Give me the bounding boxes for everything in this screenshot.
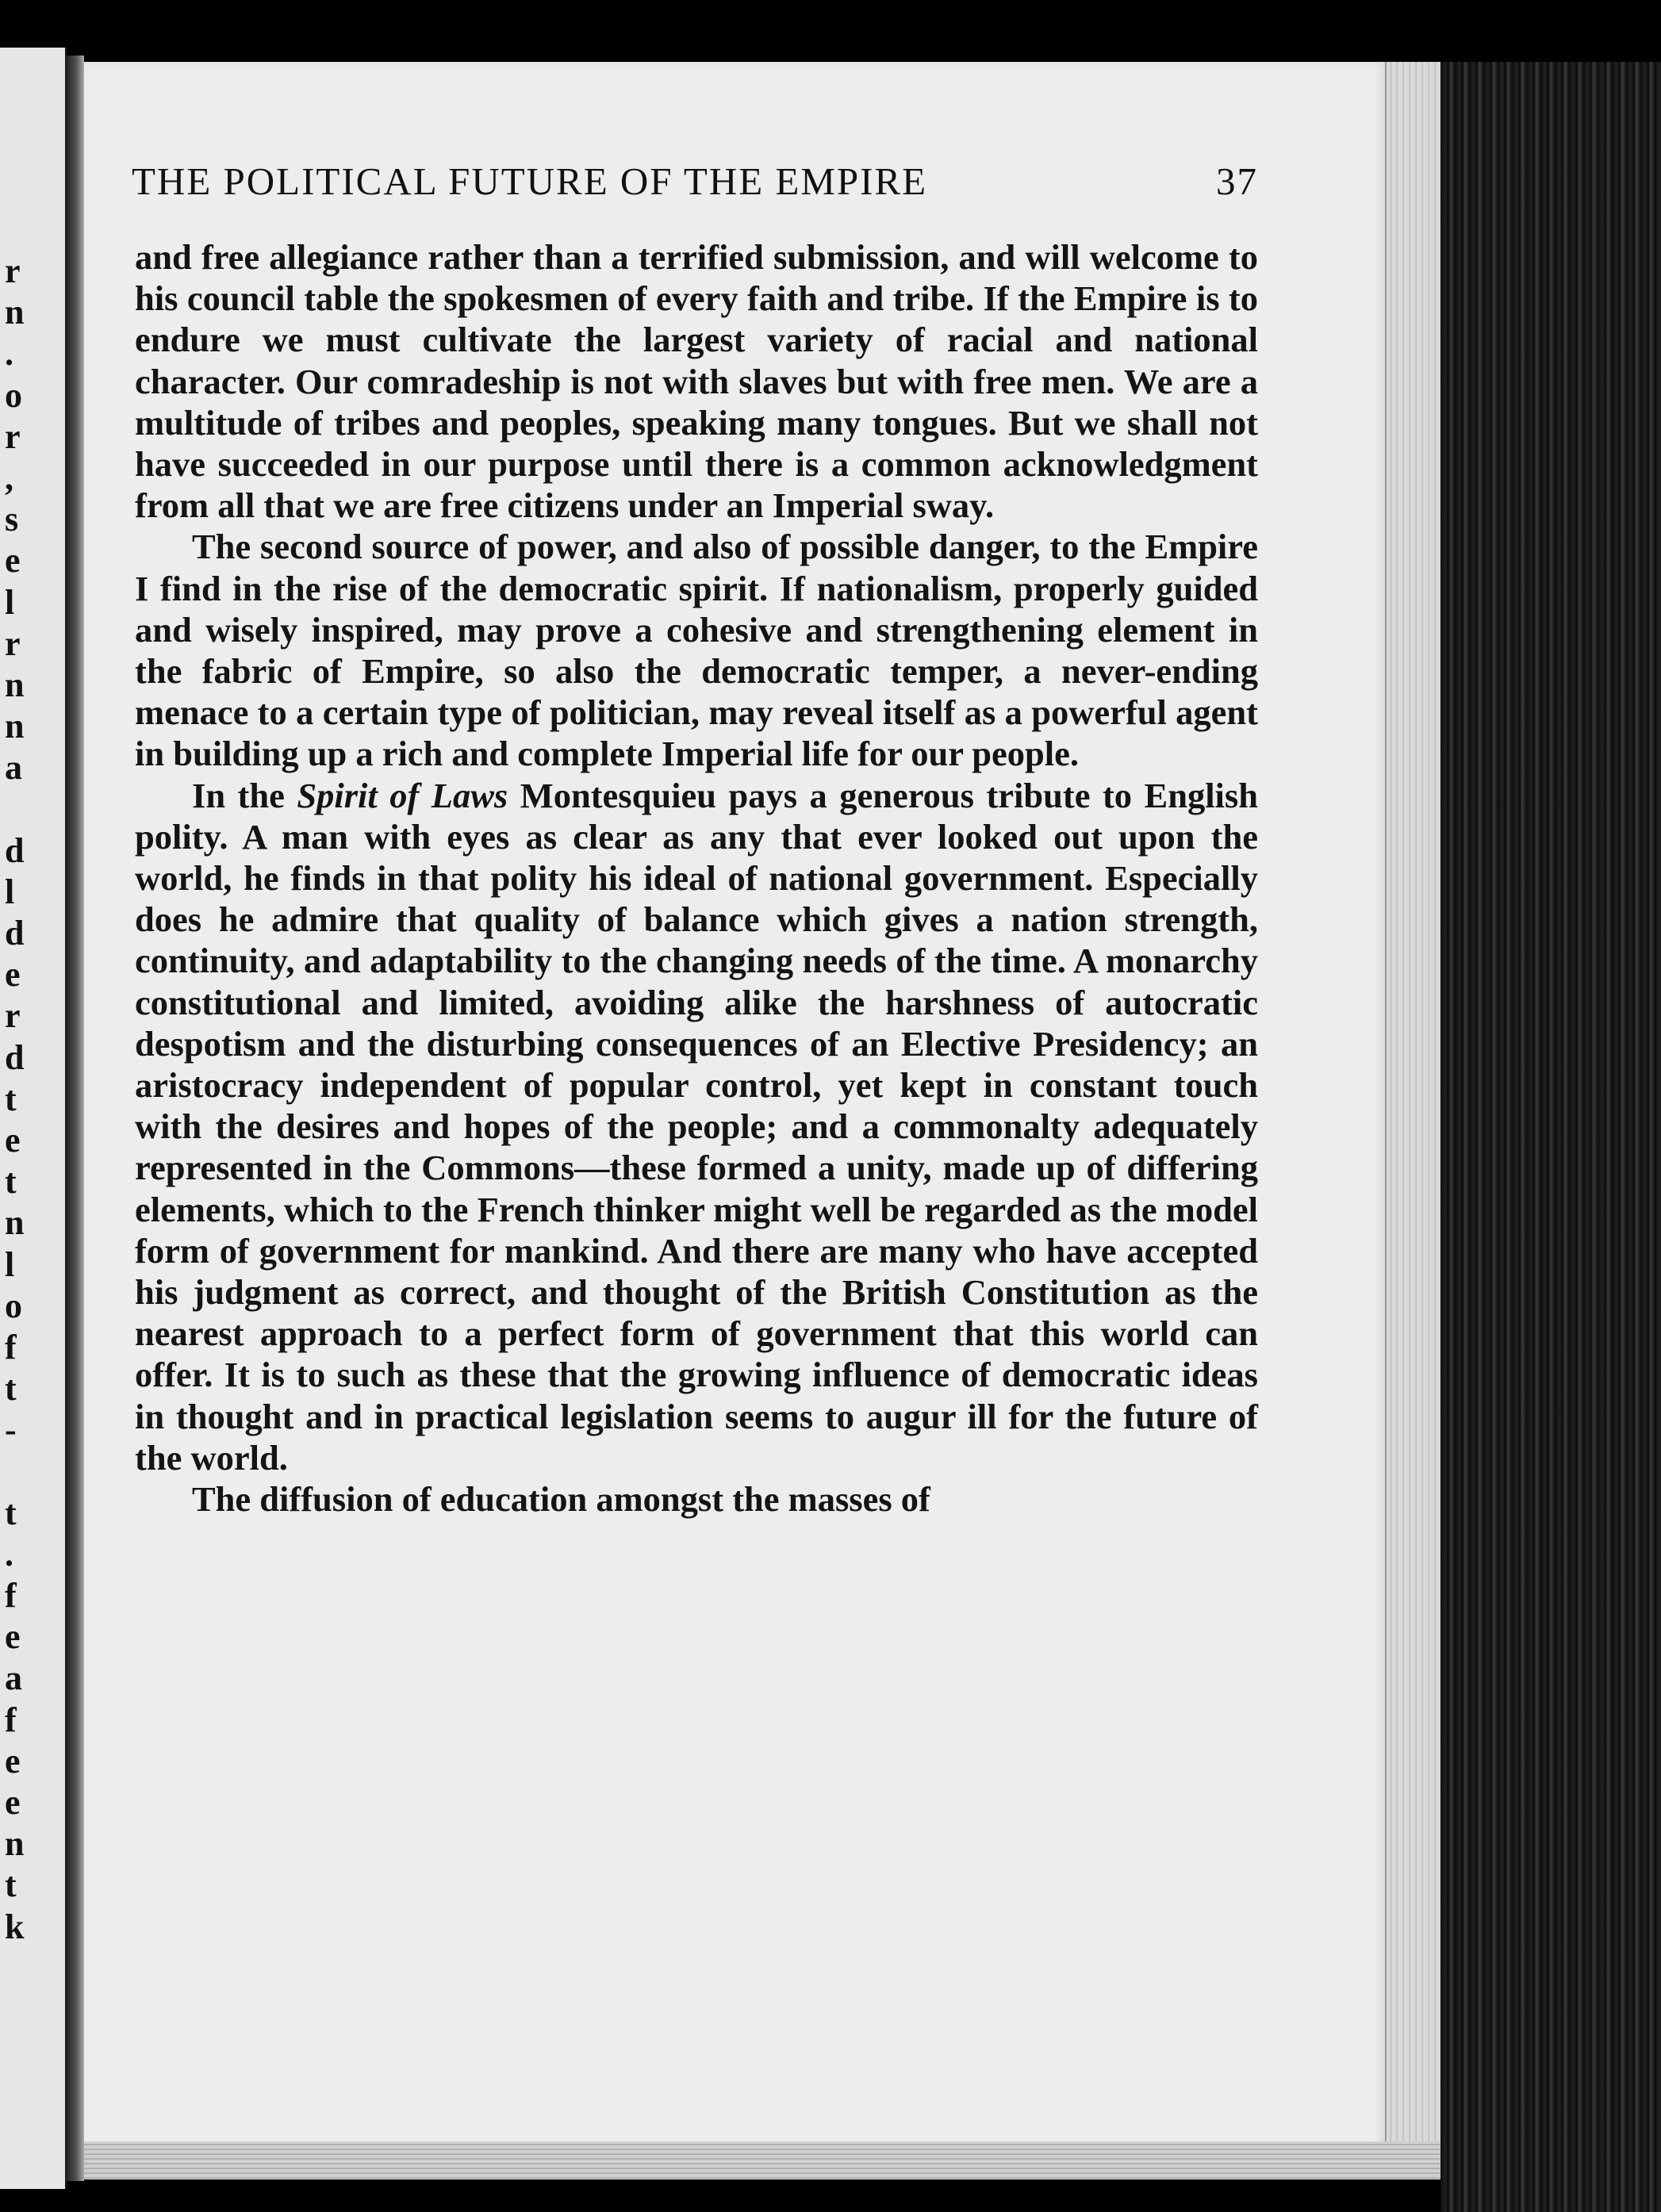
margin-letter: f — [5, 1700, 17, 1739]
book-fore-edge — [1440, 62, 1661, 2212]
margin-letter: d — [5, 914, 25, 953]
margin-letter: e — [5, 1121, 21, 1160]
paragraph-3-lead: In the — [192, 775, 297, 815]
margin-letter: e — [5, 1783, 21, 1822]
page-number: 37 — [1216, 159, 1258, 203]
paragraph-1: and free allegiance rather than a terrified submission, and will welcome to his council table the spokesmen of every faith and tribe. If the Empire is to endure we must cultivate the largest variety of racial and national character. Our comradeship is not with slaves but with free men. We are a multitude of tribes and peoples, speaking many tongues. But we shall not have succeeded in our purpose until there is a common acknowledgment from all that we are free citizens under an Imperial sway. — [135, 237, 1258, 526]
margin-letter: n — [5, 1824, 25, 1864]
margin-letter: d — [5, 1037, 25, 1077]
running-head-title: THE POLITICAL FUTURE OF THE EMPIRE — [132, 159, 928, 203]
margin-letter: r — [5, 251, 21, 290]
margin-letter: r — [5, 623, 21, 663]
book-title-italic: Spirit of Laws — [297, 775, 508, 815]
paragraph-4: The diffusion of education amongst the masses of — [192, 1479, 930, 1520]
margin-letter: s — [5, 500, 19, 539]
paragraph-3 — [135, 775, 1258, 1478]
margin-letter: f — [5, 1328, 17, 1367]
margin-letter: t — [5, 1162, 17, 1202]
book-gutter — [65, 56, 84, 2181]
margin-letter: t — [5, 1079, 17, 1118]
margin-letter: n — [5, 665, 25, 704]
margin-letter: , — [5, 458, 13, 497]
margin-letter: n — [5, 707, 25, 746]
margin-letter: l — [5, 1244, 15, 1284]
page-bottom-edge — [84, 2141, 1440, 2179]
paragraph-2: The second source of power, and also of possible danger, to the Empire I find in the rise of the democratic spirit. If nationalism, properly guided and wisely inspired, may prove a cohesive and strengthening element in the fabric of Empire, so also the democratic temper, a never-ending menace to a certain type of politician, may reveal itself as a powerful agent in building up a rich and complete Imperial life for our people. — [135, 527, 1258, 774]
margin-letter: f — [5, 1576, 17, 1615]
body-text — [135, 236, 1258, 1520]
margin-letter: t — [5, 1369, 17, 1409]
paragraph-3-rest: Montesquieu pays a generous tribute to English polity. A man with eyes as clear as any that ever looked out upon the world, he finds in that polity his ideal of national government. Especially does he admire that quality of balance which gives a nation strength, continuity, and adaptability to the changing needs of the time. A monarchy constitutional and limited, avoiding alike the harshness of autocratic despotism and the disturbing consequences of an Elective Presidency; an aristocracy independent of popular control, yet kept in constant touch with the desires and hopes of the people; and a commonalty adequately represented in the Commons—these formed a unity, made up of differing elements, which to the French thinker might well be regarded as the model form of government for mankind. And there are many who have accepted his judgment as correct, and thought of the British Constitution as the nearest approach to a perfect form of government that this world can offer. It is to such as these that the growing influence of democratic ideas in thought and in practical legislation seems to augur ill for the future of the world. — [135, 775, 1258, 1478]
margin-letter: t — [5, 1493, 17, 1532]
margin-letter: a — [5, 748, 22, 788]
facing-page-fragment — [0, 48, 67, 2189]
margin-letter: o — [5, 375, 22, 415]
page-edges — [1385, 62, 1442, 2179]
margin-letter: . — [5, 1534, 13, 1574]
margin-letter: r — [5, 996, 21, 1036]
margin-letter: d — [5, 830, 25, 870]
margin-letter: r — [5, 416, 21, 456]
running-head — [132, 159, 1258, 214]
margin-letter: . — [5, 334, 13, 374]
margin-letter: e — [5, 955, 21, 995]
margin-letter: l — [5, 582, 15, 622]
margin-letter: l — [5, 872, 15, 911]
book-page — [84, 62, 1385, 2179]
margin-letter: k — [5, 1907, 25, 1946]
margin-letter: a — [5, 1658, 22, 1698]
margin-letter: t — [5, 1865, 17, 1905]
margin-letter: e — [5, 541, 21, 581]
margin-letter: - — [5, 1410, 17, 1450]
margin-letter: o — [5, 1286, 22, 1325]
margin-letter: e — [5, 1741, 21, 1781]
margin-letter: n — [5, 293, 25, 332]
margin-letter: e — [5, 1617, 21, 1657]
margin-letter: n — [5, 1203, 25, 1243]
